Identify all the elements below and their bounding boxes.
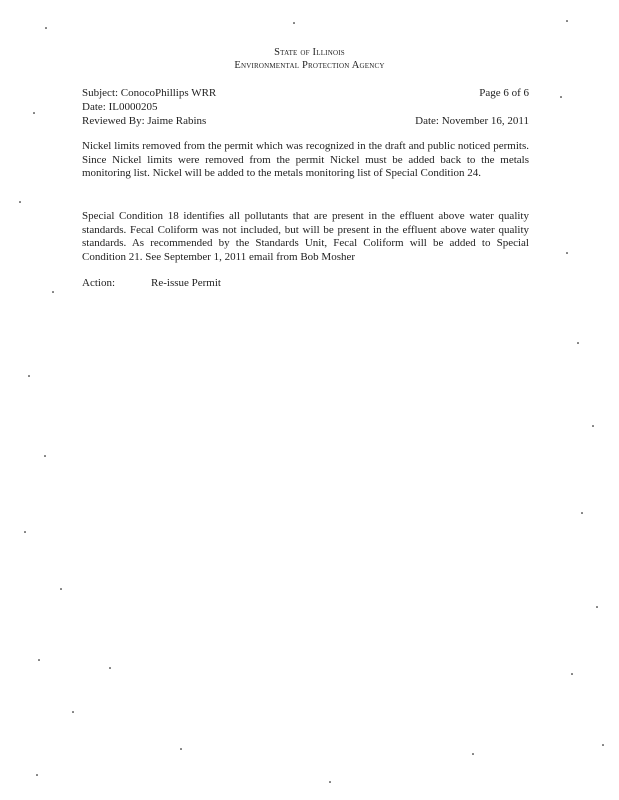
header-state: State of Illinois	[274, 47, 345, 58]
action-label: Action:	[82, 277, 115, 289]
subject-text: Subject: ConocoPhillips WRR	[82, 87, 217, 99]
reviewed-row	[82, 114, 529, 128]
action-value: Re-issue Permit	[151, 277, 221, 289]
paragraph-nickel: Nickel limits removed from the permit which was recognized in the draft and public noticed permits. Since Nickel limits were removed from the permit Nickel must be added back to the metals monitoring list. Nickel will be added to the metals monitoring list of Special Condition 24.	[82, 140, 529, 180]
review-date-text: Date: November 16, 2011	[415, 115, 529, 127]
reviewed-by-text: Reviewed By: Jaime Rabins	[82, 115, 207, 127]
permit-date-row	[82, 100, 529, 114]
action-row	[82, 276, 221, 290]
header-agency: Environmental Protection Agency	[234, 60, 385, 71]
subject-row	[82, 86, 529, 100]
paragraph-fecal-coliform: Special Condition 18 identifies all pollutants that are present in the effluent above water quality standards. Fecal Coliform was not included, but will be present in the effluent above water quality standards. As recommended by the Standards Unit, Fecal Coliform will be added to Special Condition 21. See September 1, 2011 email from Bob Mosher	[82, 210, 529, 263]
permit-id-text: Date: IL0000205	[82, 101, 158, 113]
page-number: Page 6 of 6	[479, 87, 529, 99]
